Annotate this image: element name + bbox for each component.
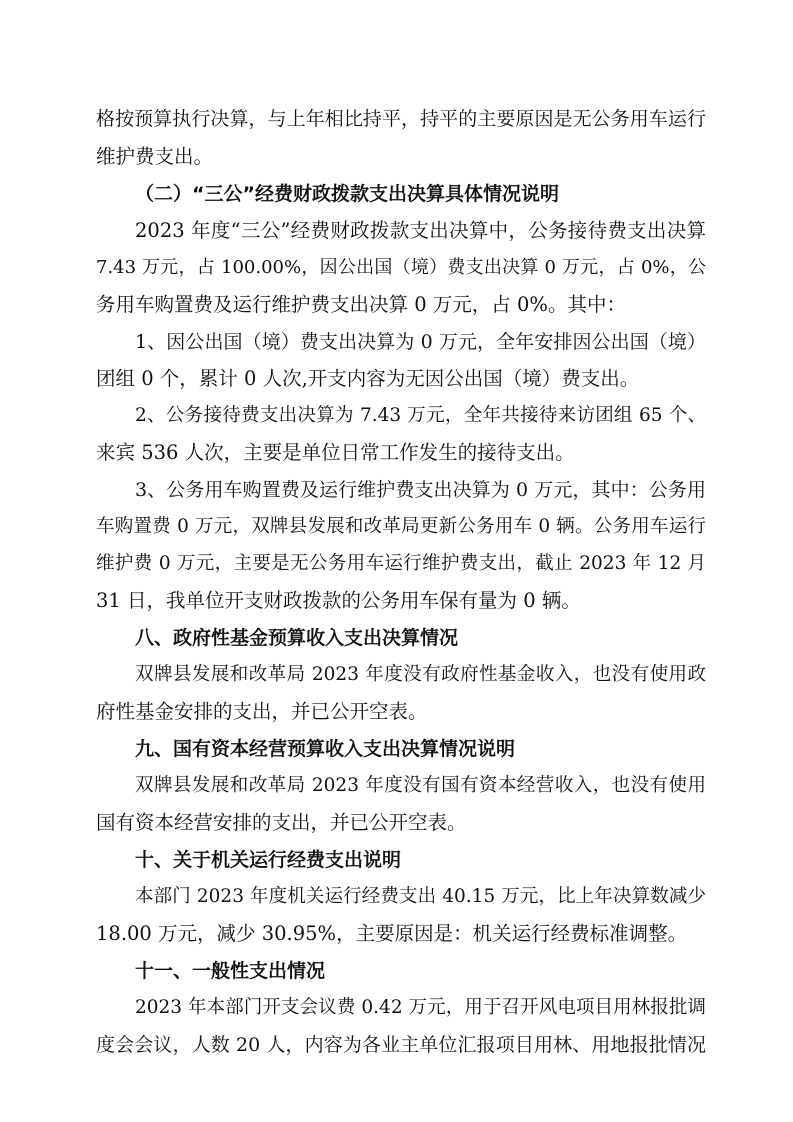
body-text-line: 团组 0 个，累计 0 人次,开支内容为无因公出国（境）费支出。 (96, 367, 640, 390)
body-text-line: 2、公务接待费支出决算为 7.43 万元，全年共接待来访团组 65 个、 (135, 405, 706, 426)
body-text-line: 3、公务用车购置费及运行维护费支出决算为 0 万元，其中：公务用 (135, 479, 706, 501)
body-text-line: 双牌县发展和改革局 2023 年度没有政府性基金收入，也没有使用政 (135, 664, 706, 685)
body-text-line: 本部门 2023 年度机关运行经费支出 40.15 万元，比上年决算数减少 (135, 886, 706, 907)
section-heading: 十一、一般性支出情况 (135, 960, 326, 982)
body-text-line: 维护费 0 万元，主要是无公务用车运行维护费支出，截止 2023 年 12 月 (96, 553, 706, 574)
section-heading: 八、政府性基金预算收入支出决算情况 (135, 627, 459, 649)
body-text-line: 18.00 万元，减少 30.95%，主要原因是：机关运行经费标准调整。 (96, 922, 688, 945)
section-heading: （二）“三公”经费财政拨款支出决算具体情况说明 (135, 183, 559, 205)
body-text-line: 度会会议，人数 20 人，内容为各业主单位汇报项目用林、用地报批情况 (96, 1034, 706, 1056)
body-text-line: 双牌县发展和改革局 2023 年度没有国有资本经营收入，也没有使用 (135, 775, 706, 796)
body-text-line: 1、因公出国（境）费支出决算为 0 万元，全年安排因公出国（境） (135, 331, 706, 353)
body-text-line: 国有资本经营安排的支出，并已公开空表。 (96, 811, 467, 834)
body-text-line: 府性基金安排的支出，并已公开空表。 (96, 700, 428, 723)
section-heading: 十、关于机关运行经费支出说明 (135, 849, 402, 871)
body-text-line: 车购置费 0 万元，双牌县发展和改革局更新公务用车 0 辆。公务用车运行 (96, 516, 706, 537)
body-text-line: 2023 年本部门开支会议费 0.42 万元，用于召开风电项目用林报批调 (135, 997, 706, 1018)
body-text-line: 31 日，我单位开支财政拨款的公务用车保有量为 0 辆。 (96, 589, 581, 612)
body-text-line: 务用车购置费及运行维护费支出决算 0 万元，占 0%。其中： (96, 293, 626, 316)
body-text-line: 来宾 536 人次，主要是单位日常工作发生的接待支出。 (96, 441, 575, 464)
body-text-line: 7.43 万元，占 100.00%，因公出国（境）费支出决算 0 万元，占 0%，公 (96, 257, 706, 278)
body-text-line: 2023 年度“三公”经费财政拨款支出决算中，公务接待费支出决算 (135, 219, 706, 242)
body-text-line: 维护费支出。 (96, 145, 214, 168)
section-heading: 九、国有资本经营预算收入支出决算情况说明 (135, 738, 516, 760)
body-text-line: 格按预算执行决算，与上年相比持平，持平的主要原因是无公务用车运行 (96, 108, 706, 130)
